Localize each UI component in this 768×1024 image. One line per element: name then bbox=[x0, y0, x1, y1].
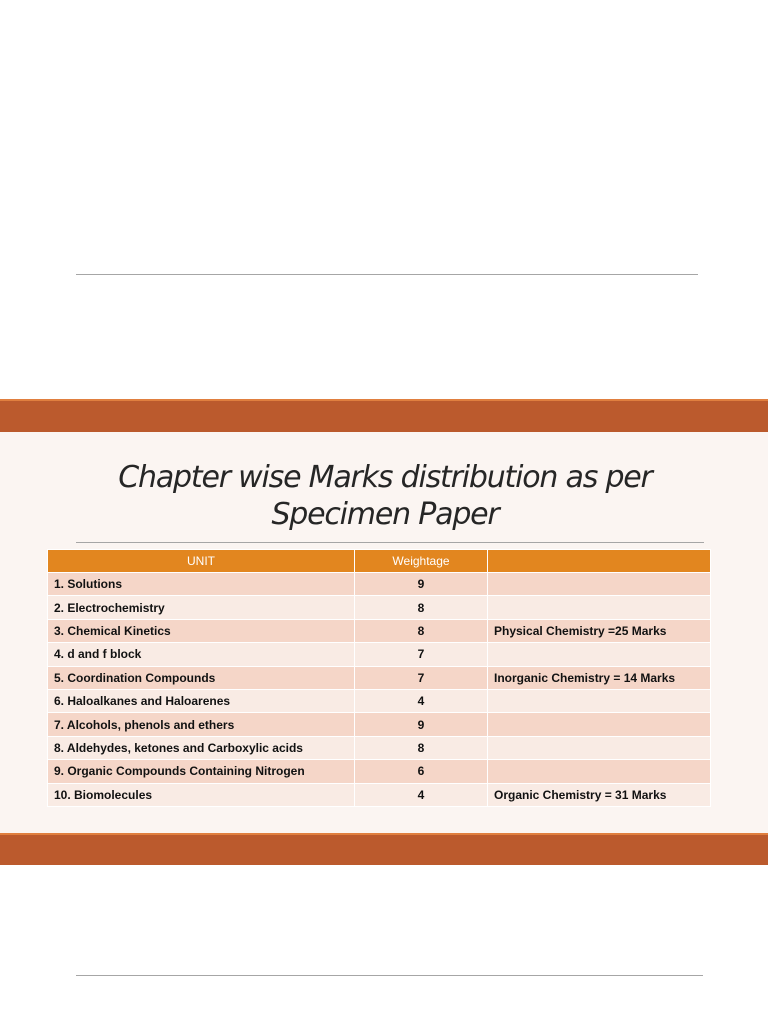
weightage-cell: 9 bbox=[355, 573, 488, 596]
weightage-cell: 4 bbox=[355, 689, 488, 712]
note-cell bbox=[488, 689, 711, 712]
unit-cell: 1. Solutions bbox=[48, 573, 355, 596]
table-row bbox=[48, 596, 711, 619]
top-divider bbox=[76, 274, 698, 275]
weightage-cell: 8 bbox=[355, 596, 488, 619]
note-cell bbox=[488, 713, 711, 736]
header-weightage: Weightage bbox=[355, 550, 488, 573]
table-row bbox=[48, 736, 711, 759]
table-row bbox=[48, 573, 711, 596]
slide bbox=[0, 399, 768, 865]
note-cell bbox=[488, 760, 711, 783]
table-header-row bbox=[48, 550, 711, 573]
note-cell bbox=[488, 596, 711, 619]
header-unit: UNIT bbox=[48, 550, 355, 573]
table-row bbox=[48, 666, 711, 689]
note-cell bbox=[488, 736, 711, 759]
weightage-cell: 8 bbox=[355, 736, 488, 759]
unit-cell: 3. Chemical Kinetics bbox=[48, 619, 355, 642]
header-band bbox=[0, 399, 768, 432]
unit-cell: 7. Alcohols, phenols and ethers bbox=[48, 713, 355, 736]
table-row bbox=[48, 783, 711, 806]
table-row bbox=[48, 713, 711, 736]
weightage-cell: 6 bbox=[355, 760, 488, 783]
unit-cell: 9. Organic Compounds Containing Nitrogen bbox=[48, 760, 355, 783]
unit-cell: 5. Coordination Compounds bbox=[48, 666, 355, 689]
marks-table bbox=[47, 549, 711, 807]
note-cell: Inorganic Chemistry = 14 Marks bbox=[488, 666, 711, 689]
unit-cell: 6. Haloalkanes and Haloarenes bbox=[48, 689, 355, 712]
table-row bbox=[48, 643, 711, 666]
weightage-cell: 8 bbox=[355, 619, 488, 642]
note-cell bbox=[488, 573, 711, 596]
weightage-cell: 7 bbox=[355, 666, 488, 689]
title-divider bbox=[76, 542, 704, 543]
bottom-divider bbox=[76, 975, 703, 976]
note-cell: Organic Chemistry = 31 Marks bbox=[488, 783, 711, 806]
note-cell: Physical Chemistry =25 Marks bbox=[488, 619, 711, 642]
header-note bbox=[488, 550, 711, 573]
weightage-cell: 4 bbox=[355, 783, 488, 806]
table-row bbox=[48, 760, 711, 783]
weightage-cell: 9 bbox=[355, 713, 488, 736]
unit-cell: 2. Electrochemistry bbox=[48, 596, 355, 619]
unit-cell: 8. Aldehydes, ketones and Carboxylic acids bbox=[48, 736, 355, 759]
footer-band bbox=[0, 833, 768, 865]
unit-cell: 4. d and f block bbox=[48, 643, 355, 666]
unit-cell: 10. Biomolecules bbox=[48, 783, 355, 806]
slide-title: Chapter wise Marks distribution as per Specimen Paper bbox=[118, 460, 652, 532]
note-cell bbox=[488, 643, 711, 666]
table-row bbox=[48, 689, 711, 712]
table-row bbox=[48, 619, 711, 642]
weightage-cell: 7 bbox=[355, 643, 488, 666]
